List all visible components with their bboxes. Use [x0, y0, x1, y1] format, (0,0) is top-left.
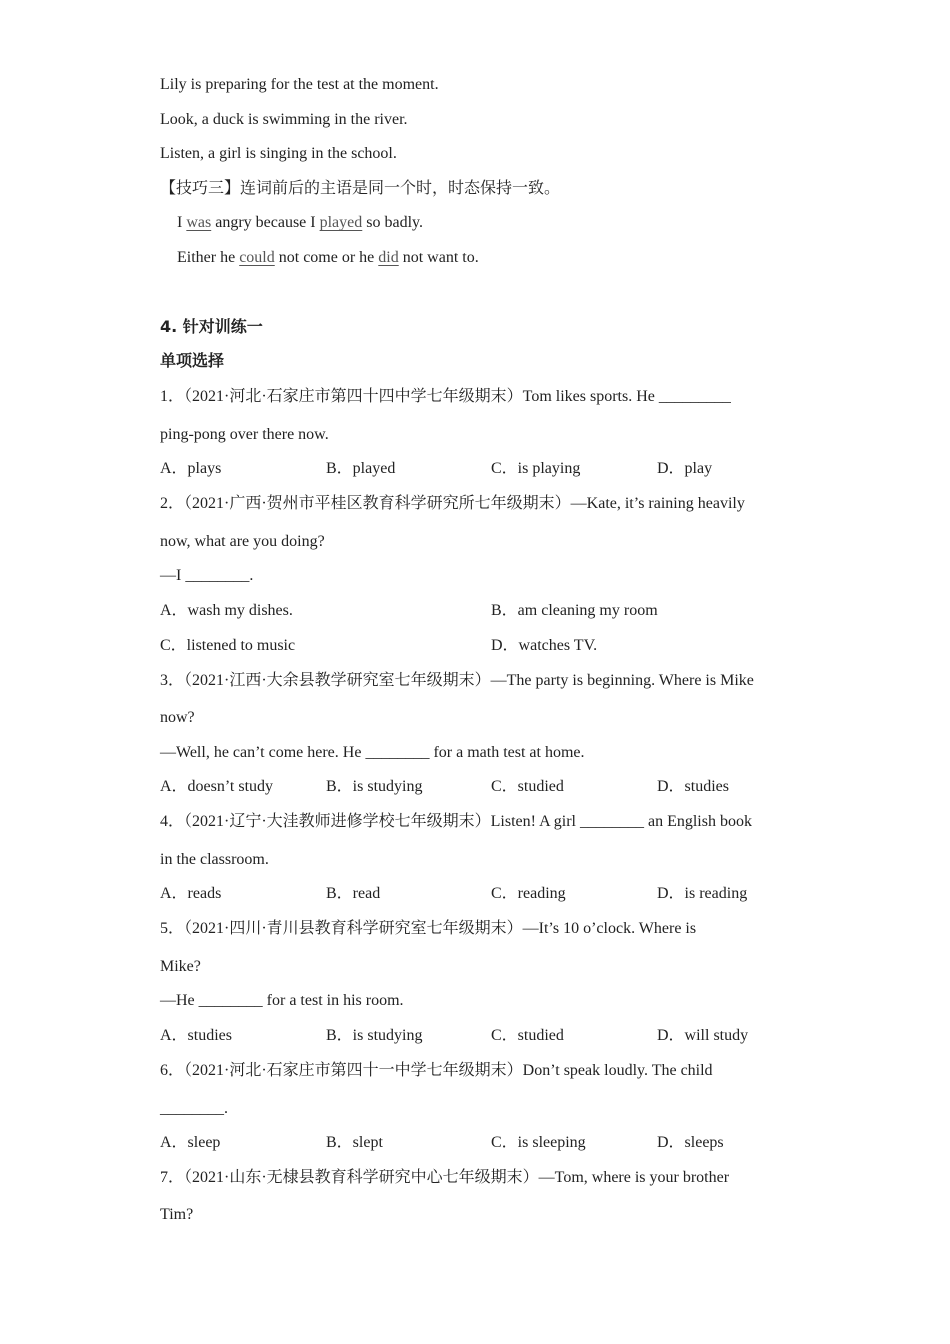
option-c[interactable]: C．studied [491, 1027, 564, 1044]
option-a[interactable]: A．wash my dishes. [160, 602, 293, 619]
question-stem: in the classroom. [160, 851, 269, 868]
option-c[interactable]: C．reading [491, 885, 566, 902]
option-c[interactable]: C．listened to music [160, 637, 296, 654]
example-sentence: I was angry because I played so badly. [177, 214, 423, 231]
option-a[interactable]: A．sleep [160, 1134, 221, 1151]
option-a[interactable]: A．studies [160, 1027, 233, 1044]
option-d[interactable]: D．is reading [657, 885, 748, 902]
option-b[interactable]: B．read [326, 885, 381, 902]
question-stem: now? [160, 709, 195, 726]
option-d[interactable]: D．will study [657, 1027, 749, 1044]
option-d[interactable]: D．sleeps [657, 1134, 724, 1151]
question-stem: Tim? [160, 1206, 194, 1223]
option-a[interactable]: A．plays [160, 460, 222, 477]
question-stem: ping-pong over there now. [160, 426, 329, 443]
option-c[interactable]: C．is playing [491, 460, 581, 477]
question-stem: Mike? [160, 958, 201, 975]
option-c[interactable]: C．is sleeping [491, 1134, 586, 1151]
question-stem: 7．（2021·山东·无棣县教育科学研究中心七年级期末）—Tom, where is your brother [160, 1169, 730, 1186]
intro-line: Look, a duck is swimming in the river. [160, 111, 408, 128]
option-c[interactable]: C．studied [491, 778, 564, 795]
question-stem: now, what are you doing? [160, 533, 325, 550]
question-stem: 4．（2021·辽宁·大洼教师进修学校七年级期末）Listen! A girl ________ an English book [160, 813, 752, 830]
question-stem: 6．（2021·河北·石家庄市第四十一中学七年级期末）Don’t speak loudly. The child [160, 1062, 713, 1079]
option-d[interactable]: D．play [657, 460, 713, 477]
question-stem: —I ________. [160, 567, 254, 584]
question-stem: 2．（2021·广西·贺州市平桂区教育科学研究所七年级期末）—Kate, it’s raining heavily [160, 495, 745, 512]
section-subheading: 单项选择 [160, 351, 225, 370]
option-d[interactable]: D．watches TV. [491, 637, 598, 654]
option-b[interactable]: B．is studying [326, 1027, 423, 1044]
option-b[interactable]: B．am cleaning my room [491, 602, 658, 619]
question-stem: 5．（2021·四川·青川县教育科学研究室七年级期末）—It’s 10 o’clock. Where is [160, 920, 697, 937]
question-stem: —He ________ for a test in his room. [160, 992, 404, 1009]
intro-line: Lily is preparing for the test at the moment. [160, 76, 439, 93]
example-sentence: Either he could not come or he did not want to. [177, 249, 479, 266]
question-stem: 3．（2021·江西·大余县教学研究室七年级期末）—The party is beginning. Where is Mike [160, 672, 754, 689]
question-stem: —Well, he can’t come here. He ________ for a math test at home. [160, 744, 585, 761]
option-a[interactable]: A．doesn’t study [160, 778, 274, 795]
option-d[interactable]: D．studies [657, 778, 730, 795]
tip-heading: 【技巧三】连词前后的主语是同一个时，时态保持一致。 [160, 180, 561, 197]
option-b[interactable]: B．is studying [326, 778, 423, 795]
option-a[interactable]: A．reads [160, 885, 222, 902]
question-stem: ________. [160, 1100, 228, 1117]
section-heading: 4. 针对训练一 [160, 317, 263, 336]
intro-line: Listen, a girl is singing in the school. [160, 145, 397, 162]
option-b[interactable]: B．played [326, 460, 396, 477]
question-stem: 1．（2021·河北·石家庄市第四十四中学七年级期末）Tom likes sports. He _________ [160, 388, 731, 405]
option-b[interactable]: B．slept [326, 1134, 383, 1151]
